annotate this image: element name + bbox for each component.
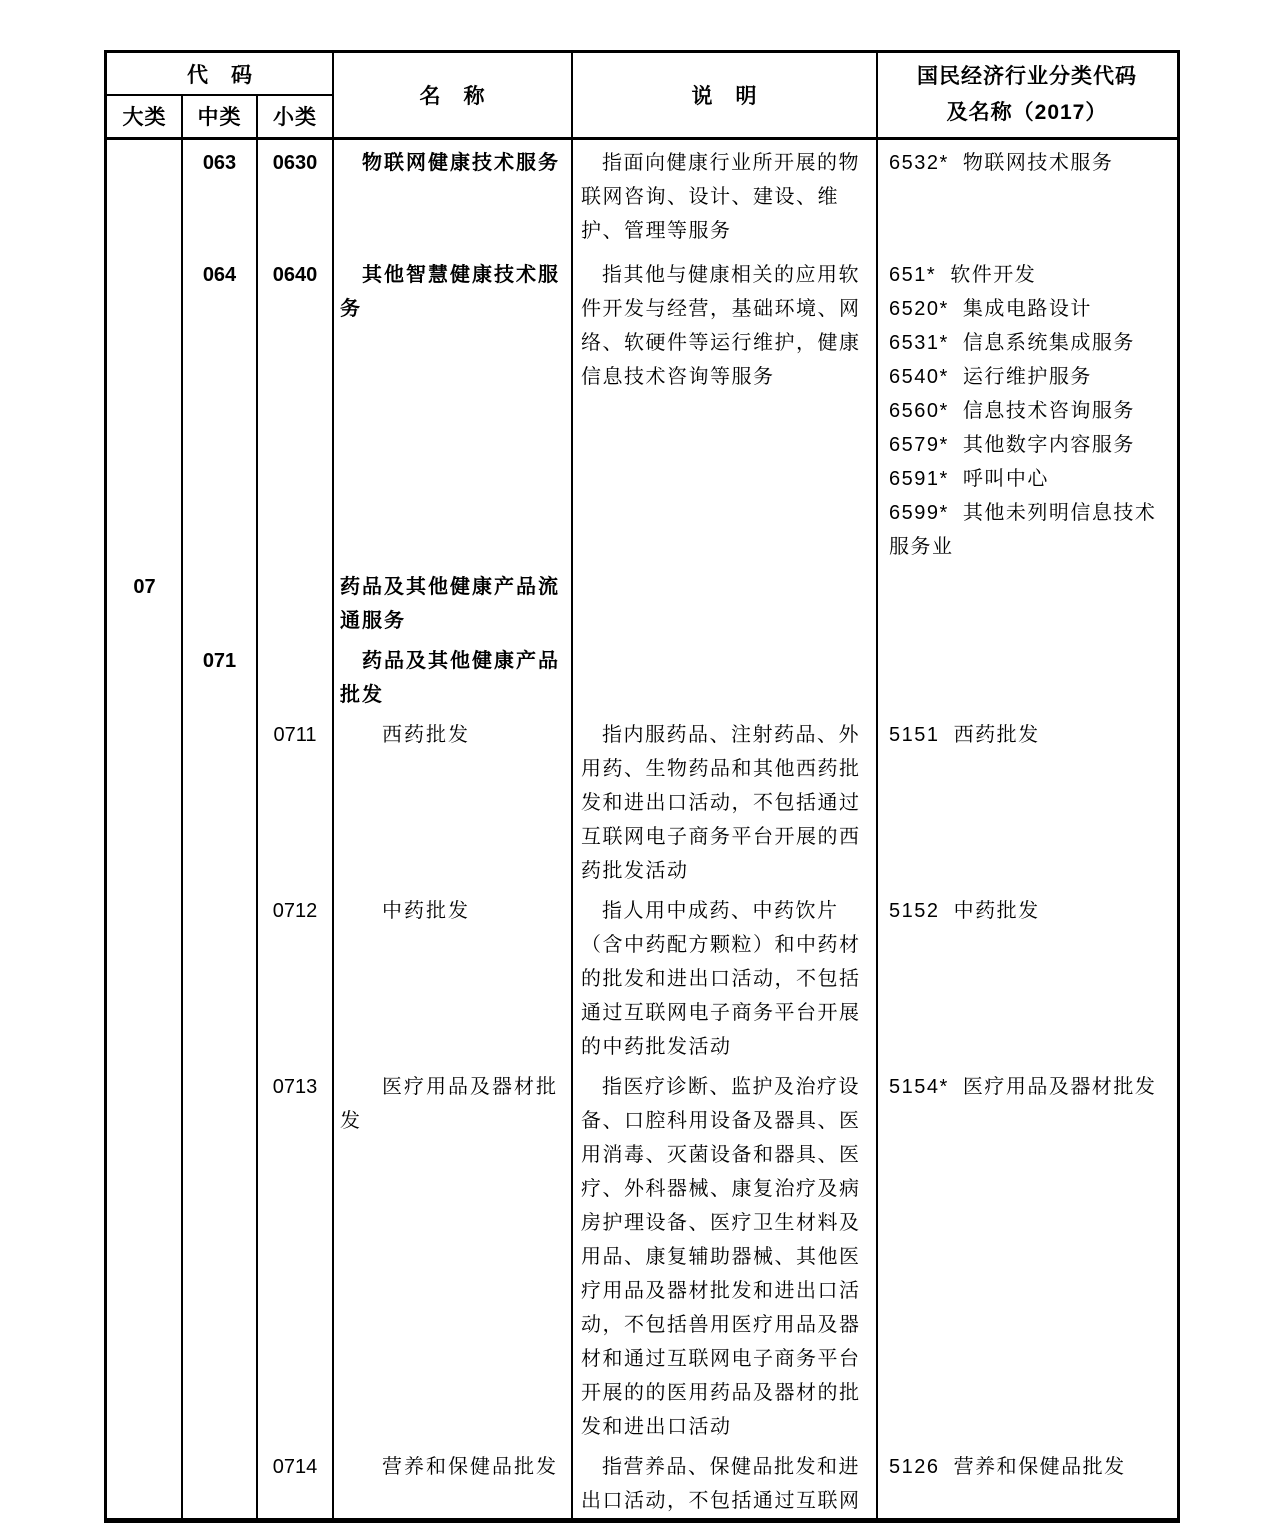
code-small-cell: 0714	[272, 1456, 318, 1478]
gb-ref-cell	[877, 1450, 1177, 1484]
code-small-cell: 0711	[273, 724, 317, 746]
description-cell: 指医疗诊断、监护及治疗设备、口腔科用设备及器具、医用消毒、灭菌设备和器具、医疗、外科器械、康复治疗及病房护理设备、医疗卫生材料及用品、康复辅助器械、其他医疗用品及器材批发和进出口活动，不包括兽用医疗用品及器材和通过互联网电子商务平台开展的的医用药品及器材的批发和进出口活动	[581, 1076, 861, 1438]
gb-ref-cell	[877, 894, 1177, 928]
code-small-cell: 0713	[272, 1076, 318, 1098]
gb-ref-cell	[877, 258, 1177, 564]
classification-table	[104, 50, 1180, 1523]
name-cell: 药品及其他健康产品流通服务	[340, 576, 560, 632]
column-divider	[181, 95, 183, 137]
description-cell: 指营养品、保健品批发和进出口活动，不包括通过互联网	[581, 1456, 861, 1512]
table-row	[107, 1444, 1177, 1518]
name-cell: 西药批发	[382, 724, 470, 746]
gb-ref-line: 6540* 运行维护服务	[889, 366, 1092, 388]
gb-ref-line: 6599* 其他未列明信息技术服务业	[889, 502, 1157, 558]
header-mid-class: 中类	[197, 106, 242, 129]
table-row	[107, 140, 1177, 252]
table-row	[107, 1064, 1177, 1444]
table-row	[107, 638, 1177, 712]
description-cell: 指人用中成药、中药饮片（含中药配方颗粒）和中药材的批发和进出口活动，不包括通过互联网电子商务平台开展的中药批发活动	[581, 900, 861, 1058]
code-small-cell: 0712	[272, 900, 318, 922]
name-cell: 营养和保健品批发	[382, 1456, 558, 1478]
name-cell: 其他智慧健康技术服务	[340, 264, 560, 320]
column-divider	[332, 140, 334, 1518]
header-gb-line1: 国民经济行业分类代码	[917, 65, 1137, 88]
name-cell: 物联网健康技术服务	[362, 152, 560, 174]
header-major-class: 大类	[122, 106, 167, 129]
header-name: 名 称	[419, 85, 486, 108]
column-divider	[876, 53, 878, 137]
code-small-cell: 0630	[272, 152, 318, 174]
table-header	[107, 53, 1177, 140]
gb-ref-line: 6560* 信息技术咨询服务	[889, 400, 1135, 422]
gb-ref-line: 5152 中药批发	[889, 900, 1040, 922]
name-cell: 中药批发	[382, 900, 470, 922]
gb-ref-line: 6579* 其他数字内容服务	[889, 434, 1135, 456]
name-cell: 药品及其他健康产品批发	[340, 650, 560, 706]
table-row	[107, 252, 1177, 564]
header-gb-line2: 及名称（2017）	[946, 101, 1108, 124]
column-divider	[876, 140, 878, 1518]
table-row	[107, 712, 1177, 888]
column-divider	[256, 95, 258, 137]
header-description: 说 明	[691, 85, 758, 108]
gb-ref-cell	[877, 1070, 1177, 1104]
description-cell: 指内服药品、注射药品、外用药、生物药品和其他西药批发和进出口活动，不包括通过互联网电子商务平台开展的西药批发活动	[581, 724, 861, 882]
gb-ref-line: 651* 软件开发	[889, 264, 1037, 286]
gb-ref-line: 5154* 医疗用品及器材批发	[889, 1076, 1157, 1098]
name-cell: 医疗用品及器材批发	[340, 1076, 558, 1132]
table-body	[107, 140, 1177, 1518]
column-divider	[332, 53, 334, 137]
description-cell: 指面向健康行业所开展的物联网咨询、设计、建设、维护、管理等服务	[581, 152, 860, 242]
gb-ref-line: 6591* 呼叫中心	[889, 468, 1049, 490]
code-major-cell: 07	[133, 576, 156, 598]
gb-ref-line: 6520* 集成电路设计	[889, 298, 1092, 320]
code-mid-cell: 071	[202, 650, 237, 672]
column-divider	[571, 140, 573, 1518]
code-mid-cell: 063	[202, 152, 237, 174]
header-code-group: 代 码	[187, 64, 253, 87]
column-divider	[256, 140, 258, 1518]
gb-ref-line: 6531* 信息系统集成服务	[889, 332, 1135, 354]
code-mid-cell: 064	[202, 264, 237, 286]
description-cell: 指其他与健康相关的应用软件开发与经营，基础环境、网络、软硬件等运行维护，健康信息技术咨询等服务	[581, 264, 861, 388]
gb-ref-cell	[877, 146, 1177, 180]
table-row	[107, 564, 1177, 638]
gb-ref-line: 6532* 物联网技术服务	[889, 152, 1114, 174]
gb-ref-line: 5126 营养和保健品批发	[889, 1456, 1126, 1478]
header-small-class: 小类	[273, 106, 317, 129]
table-row	[107, 888, 1177, 1064]
gb-ref-line: 5151 西药批发	[889, 724, 1040, 746]
header-gb-classification	[877, 53, 1177, 137]
gb-ref-cell	[877, 718, 1177, 752]
code-small-cell: 0640	[272, 264, 318, 286]
column-divider	[571, 53, 573, 137]
header-code-divider	[107, 94, 333, 96]
column-divider	[181, 140, 183, 1518]
